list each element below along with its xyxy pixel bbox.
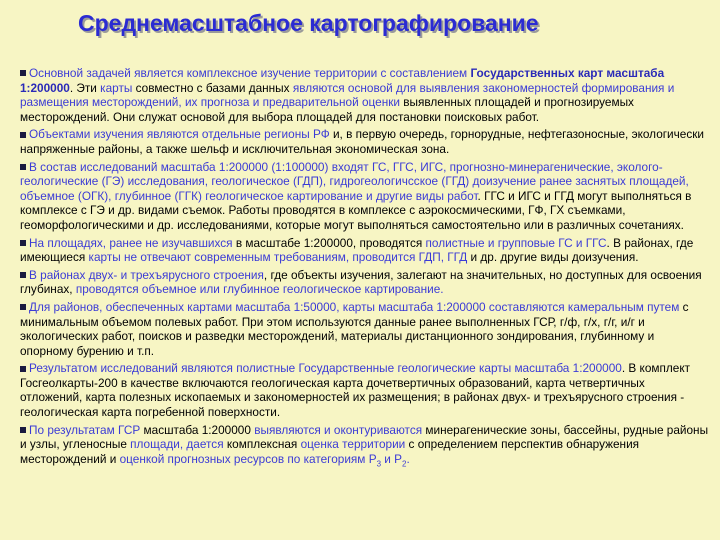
highlighted-text: и Р	[381, 451, 403, 466]
body-text: и др. другие виды доизучения.	[467, 250, 639, 265]
square-bullet-icon	[20, 240, 26, 246]
bullet-paragraph	[20, 127, 710, 156]
body-text: с минимальным объемом полевых работ. При этом используются данные ранее выполненных ГСР, г/ф, г/х, г/г, и/г и экологических работ, поисков и разведки месторождений, материалы дистанционного зондирования, глубинному и опорному бурению и т.п.	[20, 299, 689, 358]
subscript-text: 3	[376, 459, 382, 469]
bullet-paragraph	[20, 66, 710, 124]
bullet-paragraph	[20, 423, 710, 467]
body-text: комплексная	[223, 437, 301, 452]
highlighted-text: Государственных карт масштаба 1:200000	[20, 66, 665, 95]
highlighted-text: Объектами изучения являются отдельные регионы РФ	[29, 127, 330, 142]
body-text: в масштабе 1:200000, проводятся	[232, 235, 426, 250]
body-text: совместно с базами данных	[132, 80, 293, 95]
body-text: . ГГС и ИГС и ГГД могут выполняться в комплексе с ГЭ и др. видами съемок. Работы проводятся в комплексе с аэрокосмическими, ГФ, ГХ съемками, геоморфологическими и др. исследованиями, которые могут выполняться самостоятельно или в различных сочетаниях.	[20, 188, 692, 232]
highlighted-text: выявляются и оконтуриваются	[254, 422, 423, 437]
highlighted-text: являются основой для выявления закономерностей формирования и размещения месторождений, их прогноза и предварительной оценки	[20, 80, 675, 110]
body-text: минерагенические зоны, бассейны, рудные районы и узлы, угленосные	[20, 422, 709, 452]
bullet-paragraph	[20, 236, 710, 265]
body-text: с определением перспектив обнаружения месторождений и	[20, 437, 640, 466]
body-text: . Эти	[69, 80, 101, 95]
highlighted-text: На площадях, ранее не изучавшихся	[29, 235, 233, 250]
highlighted-text: В состав исследований масштаба 1:200000 (1:100000) входят ГС, ГГС, ИГС, прогнозно-минерагенические, эколого-геологические (ГЭ) исследования, геологическое (ГДП), гидрогеологичсское (ГГД) доизучение ранее заснятых площадей, объемное (ОГК), глубинное (ГГК) геологическое картирование и другие виды работ	[20, 159, 689, 203]
subscript-text: 2	[402, 459, 407, 469]
body-text: и, в первую очередь, горнорудные, нефтегазоносные, экологически напряженные районы, а также шельф и исключительная экономическая зона.	[20, 127, 705, 156]
body-text: масштаба 1:200000	[140, 422, 255, 437]
square-bullet-icon	[20, 304, 26, 310]
highlighted-text: проводятся объемное или глубинное геологическое картирование.	[75, 282, 444, 297]
highlighted-text: оценкой прогнозных ресурсов по категориям Р	[119, 451, 377, 466]
square-bullet-icon	[20, 70, 26, 76]
bullet-paragraph	[20, 160, 710, 233]
bullet-paragraph	[20, 300, 710, 358]
slide-body	[20, 66, 710, 469]
highlighted-text: карты	[100, 80, 133, 95]
bullet-paragraph	[20, 361, 710, 419]
highlighted-text: площади, дается	[130, 437, 224, 452]
body-text: . В комплект Госгеолкарты-200 в качестве включаются геологическая карта дочетвертичных образований, карта четвертичных отложений, карта полезных ископаемых и закономерностей их размещения; в районах двух- и трехъярусного строения - геологическая карта погребенной поверхности.	[20, 361, 691, 420]
highlighted-text: Результатом исследований являются полистные Государственные геологические карты масштаба 1:200000	[29, 361, 622, 376]
bullet-paragraph	[20, 268, 710, 297]
square-bullet-icon	[20, 164, 26, 170]
square-bullet-icon	[20, 427, 26, 433]
highlighted-text: полистные и групповые ГС и ГГС	[425, 235, 607, 250]
square-bullet-icon	[20, 272, 26, 278]
body-text: выявленных площадей и прогнозируемых месторождений. Они служат основой для выбора площадей для постановки поисковых работ.	[20, 95, 634, 124]
highlighted-text: В районах двух- и трехъярусного строения	[29, 267, 264, 282]
highlighted-text: оценка территории	[300, 437, 406, 452]
highlighted-text: .	[406, 451, 410, 466]
highlighted-text: Для районов, обеспеченных картами масштаба 1:50000, карты масштаба 1:200000 составляются камеральным путем	[29, 299, 680, 314]
slide-title: Среднемасштабное картографирование	[78, 10, 539, 36]
square-bullet-icon	[20, 366, 26, 372]
square-bullet-icon	[20, 132, 26, 138]
highlighted-text: Основной задачей является комплексное изучение территории с составлением	[29, 66, 471, 80]
body-text: . В районах, где имеющиеся	[20, 235, 694, 265]
highlighted-text: карты не отвечают современным требованиям, проводится ГДП, ГГД	[88, 250, 468, 265]
highlighted-text: По результатам ГСР	[29, 422, 141, 437]
body-text: , где объекты изучения, залегают на значительных, но доступных для освоения глубинах,	[20, 267, 702, 297]
